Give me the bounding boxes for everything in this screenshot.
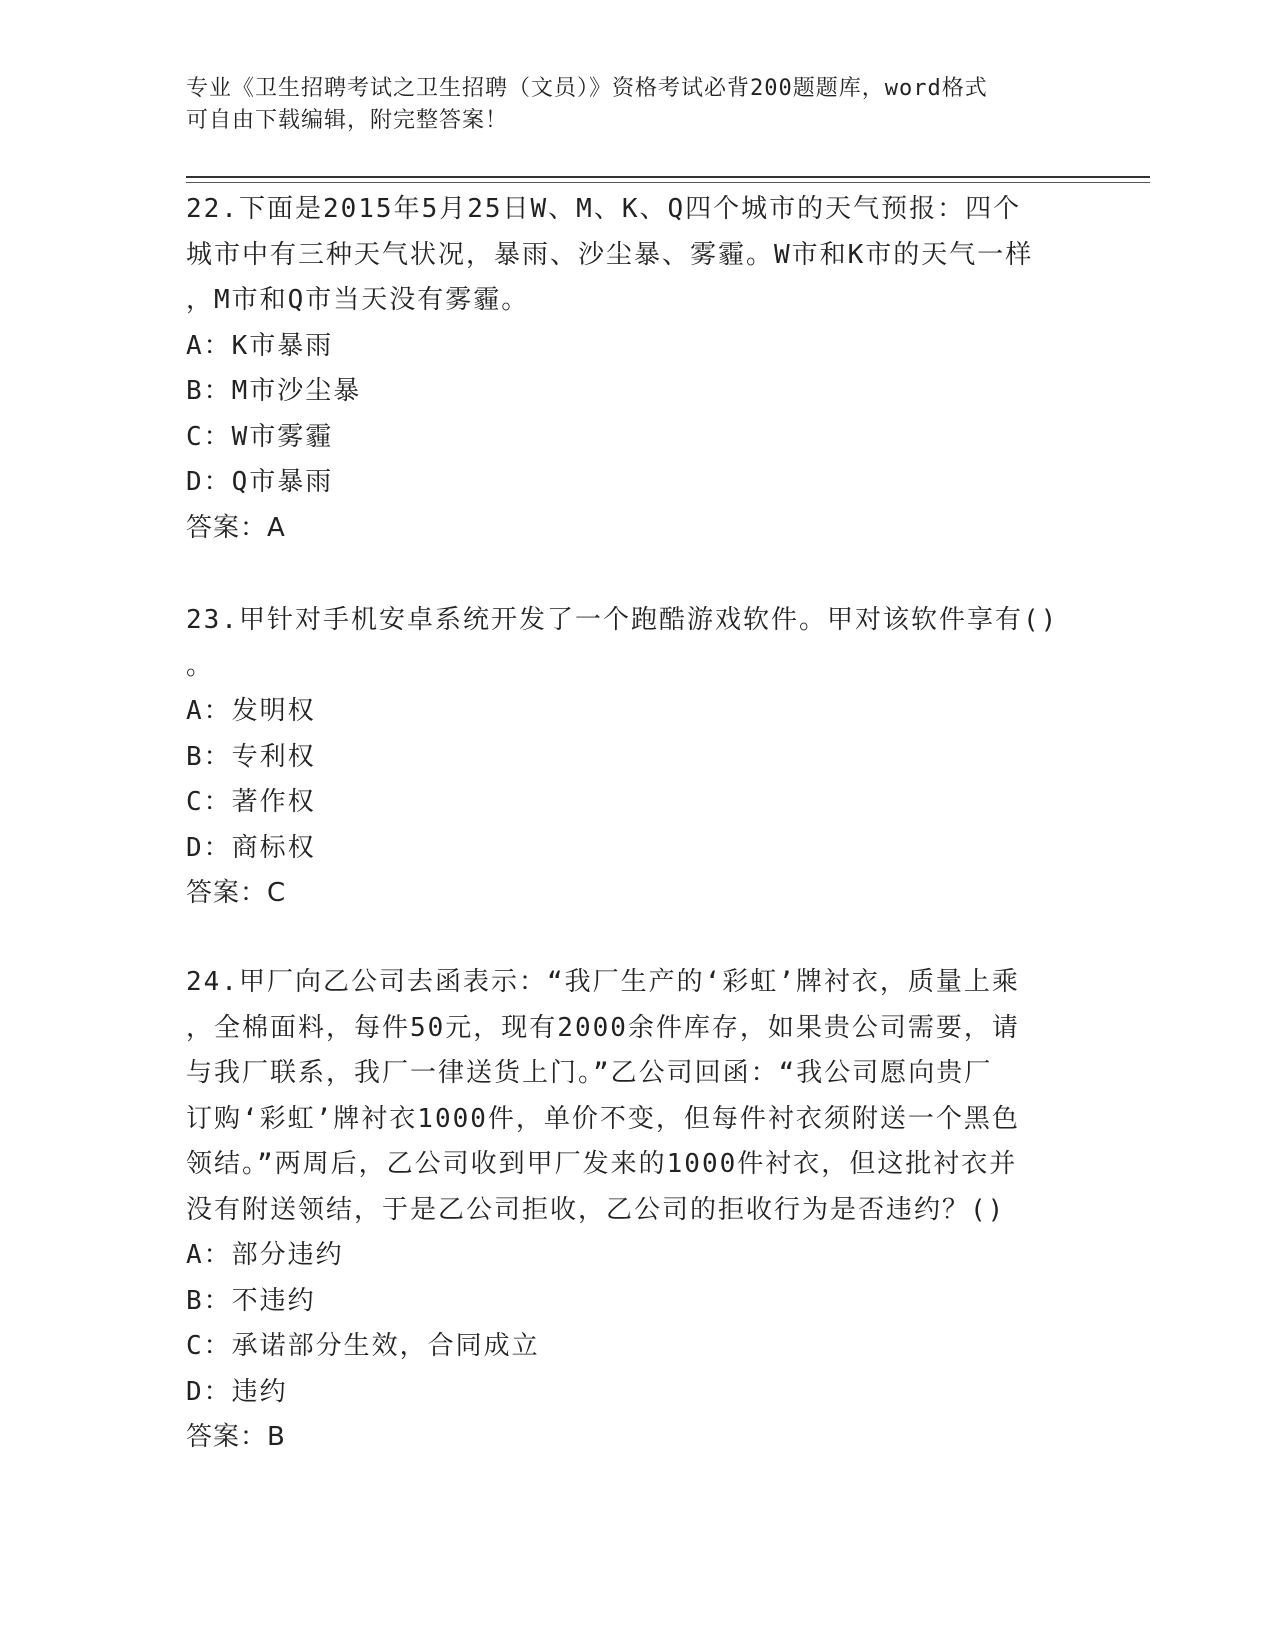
option-c: C：著作权 bbox=[186, 787, 316, 817]
question-stem-line: 24.甲厂向乙公司去函表示：“我厂生产的‘彩虹’牌衬衣，质量上乘 bbox=[186, 967, 1020, 997]
question-24 bbox=[186, 960, 1086, 1461]
option-d: D：违约 bbox=[186, 1376, 288, 1407]
header-divider-thick bbox=[186, 176, 1150, 178]
question-23 bbox=[186, 598, 1086, 917]
header-divider-thin bbox=[186, 182, 1150, 183]
header-line-2: 可自由下载编辑，附完整答案！ bbox=[186, 108, 509, 133]
question-stem-line: 。 bbox=[186, 650, 215, 681]
question-stem-line: 领结。”两周后，乙公司收到甲厂发来的1000件衬衣，但这批衬衣并 bbox=[186, 1149, 1018, 1179]
option-d: D：Q市暴雨 bbox=[186, 467, 334, 497]
option-d: D：商标权 bbox=[186, 832, 316, 863]
question-stem-line: 没有附送领结，于是乙公司拒收，乙公司的拒收行为是否违约？() bbox=[186, 1194, 1006, 1225]
question-stem-line: 订购‘彩虹’牌衬衣1000件，单价不变，但每件衬衣须附送一个黑色 bbox=[186, 1103, 1020, 1134]
header-line-1: 专业《卫生招聘考试之卫生招聘（文员）》资格考试必背200题题库，word格式 bbox=[186, 76, 988, 101]
answer-line: 答案：A bbox=[186, 512, 286, 543]
answer-line: 答案：B bbox=[186, 1422, 286, 1452]
option-b: B：M市沙尘暴 bbox=[186, 376, 362, 406]
answer-line: 答案：C bbox=[186, 878, 287, 908]
question-22 bbox=[186, 187, 1086, 551]
option-a: A：部分违约 bbox=[186, 1240, 344, 1270]
question-stem-line: 23.甲针对手机安卓系统开发了一个跑酷游戏软件。甲对该软件享有() bbox=[186, 605, 1059, 635]
option-b: B：专利权 bbox=[186, 741, 316, 772]
option-c: C：承诺部分生效，合同成立 bbox=[186, 1331, 540, 1361]
document-header bbox=[186, 73, 1086, 137]
option-c: C：W市雾霾 bbox=[186, 421, 334, 452]
question-stem-line: ，全棉面料，每件50元，现有2000余件库存，如果贵公司需要，请 bbox=[186, 1012, 1020, 1043]
question-stem-line: 城市中有三种天气状况，暴雨、沙尘暴、雾霾。W市和K市的天气一样 bbox=[186, 239, 1034, 270]
question-stem-line: 22.下面是2015年5月25日W、M、K、Q四个城市的天气预报：四个 bbox=[186, 194, 1022, 224]
option-a: A：发明权 bbox=[186, 696, 316, 726]
question-stem-line: 与我厂联系，我厂一律送货上门。”乙公司回函：“我公司愿向贵厂 bbox=[186, 1058, 993, 1088]
option-b: B：不违约 bbox=[186, 1285, 316, 1316]
question-stem-line: ，M市和Q市当天没有雾霾。 bbox=[186, 285, 530, 315]
option-a: A：K市暴雨 bbox=[186, 330, 334, 361]
